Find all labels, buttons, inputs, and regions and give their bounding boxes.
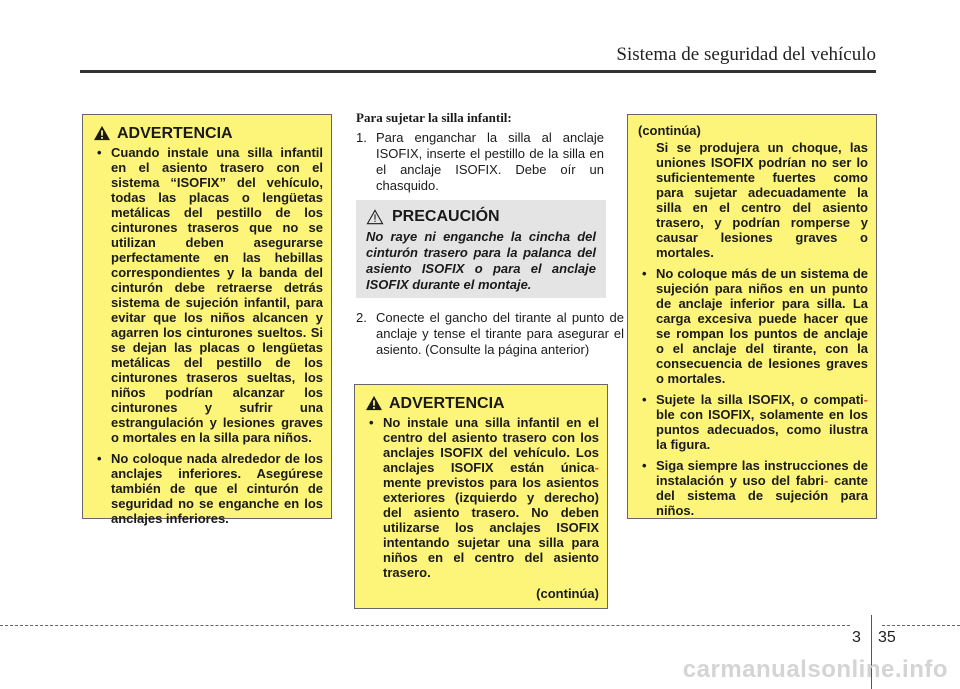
footer-rule — [0, 625, 850, 626]
instructions-block — [356, 110, 604, 194]
warning-list — [93, 145, 323, 526]
warning-triangle-icon — [93, 125, 111, 141]
watermark: carmanualsonline.info — [682, 656, 948, 683]
section-title: Sistema de seguridad del vehículo — [616, 44, 876, 65]
caution-box — [356, 200, 606, 298]
caution-triangle-icon — [366, 209, 384, 225]
warning-list — [365, 415, 599, 580]
warning-text: cante del sistema de sujeción para niños. — [656, 473, 868, 518]
step-1 — [356, 130, 604, 194]
warning-item — [638, 458, 868, 518]
continued-label: (continúa) — [536, 586, 599, 601]
warning-text: Siga siempre las instrucciones de instalación y uso del fabri — [656, 458, 868, 488]
step-2 — [356, 310, 624, 358]
page-number: 35 — [878, 629, 896, 646]
warning-item: • Cuando instale una silla infantil en el asiento trasero con el sistema “ISOFIX” del vehículo, todas las placas o lengüetas metálicas del pestillo de los cinturones traseros que no se utilizan deben asegurarse perfectamente en las hebillas correspondientes y la banda del cinturón debe retraerse detrás sistema de sujeción infantil, para evitar que los niños alcancen y agarren los cinturones sueltos. Si se dejan las placas o lengüetas metálicas del pestillo de los cinturones traseros sueltas, los niños podrían alcanzar los cinturones y sufrir una estrangulación y lesiones graves o mortales en la silla para niños. — [93, 145, 323, 445]
warning-text: ble con ISOFIX, solamente en los puntos adecuados, como ilustra la figura. — [656, 407, 868, 452]
warning-text: Sujete la silla ISOFIX, o compati — [656, 392, 864, 407]
caution-title: PRECAUCIÓN — [392, 208, 500, 225]
caution-text: No raye ni enganche la cincha del cinturón trasero para la palanca del asiento ISOFIX o para el anclaje ISOFIX durante el montaje. — [366, 229, 596, 292]
warning-box-right — [627, 114, 877, 519]
warning-text: No instale una silla infantil en el centro del asiento trasero con los anclajes ISOFIX del vehículo. Los anclajes ISOFIX están única — [383, 415, 599, 475]
warning-box-left — [82, 114, 332, 526]
warning-item — [365, 415, 599, 580]
header-rule — [80, 70, 876, 73]
continued-label: (continúa) — [638, 123, 701, 138]
caution-header — [366, 208, 596, 226]
warning-title: ADVERTENCIA — [389, 394, 505, 412]
warning-box-middle — [354, 384, 608, 609]
warning-item — [638, 392, 868, 452]
warning-intro: Si se produjera un choque, las uniones ISOFIX podrían no ser lo suficientemente fuertes como para sujetar adecuadamente la silla en el centro del asiento trasero, y podrían romperse y causar lesiones graves o mortales. — [656, 140, 868, 260]
warning-list — [638, 266, 868, 518]
step-number: 1. — [356, 130, 367, 145]
warning-triangle-icon — [365, 395, 383, 411]
warning-text: mente previstos para los asientos exteriores (izquierdo y derecho) del asiento trasero. No deben utilizarse los anclajes ISOFIX intentando sujetar una silla para niños en el centro del asiento trasero. — [383, 475, 599, 580]
step-text: Para enganchar la silla al anclaje ISOFIX, inserte el pestillo de la silla en el anclaje ISOFIX. Debe oír un chasquido. — [376, 130, 604, 193]
step-text: Conecte el gancho del tirante al punto de anclaje y tense el tirante para asegurar el asiento. (Consulte la página anterior) — [376, 310, 624, 357]
warning-title: ADVERTENCIA — [117, 124, 233, 142]
warning-header — [365, 395, 599, 411]
warning-item: • No coloque más de un sistema de sujeción para niños en un punto de anclaje inferior para silla. La carga excesiva puede hacer que se rompan los puntos de anclaje o el anclaje del tirante, con la consecuencia de lesiones graves o mortales. — [638, 266, 868, 386]
warning-item: • No coloque nada alrededor de los anclajes inferiores. Asegúrese también de que el cinturón de seguridad no se enganche en los anclajes inferiores. — [93, 451, 323, 526]
footer-rule — [882, 625, 960, 626]
chapter-number: 3 — [852, 629, 861, 646]
warning-header — [93, 125, 323, 141]
step-number: 2. — [356, 310, 367, 325]
hyphen-mark: - — [823, 473, 829, 488]
hyphen-mark: - — [863, 392, 868, 407]
hyphen-mark: - — [594, 460, 599, 475]
instructions-heading: Para sujetar la silla infantil: — [356, 110, 512, 125]
